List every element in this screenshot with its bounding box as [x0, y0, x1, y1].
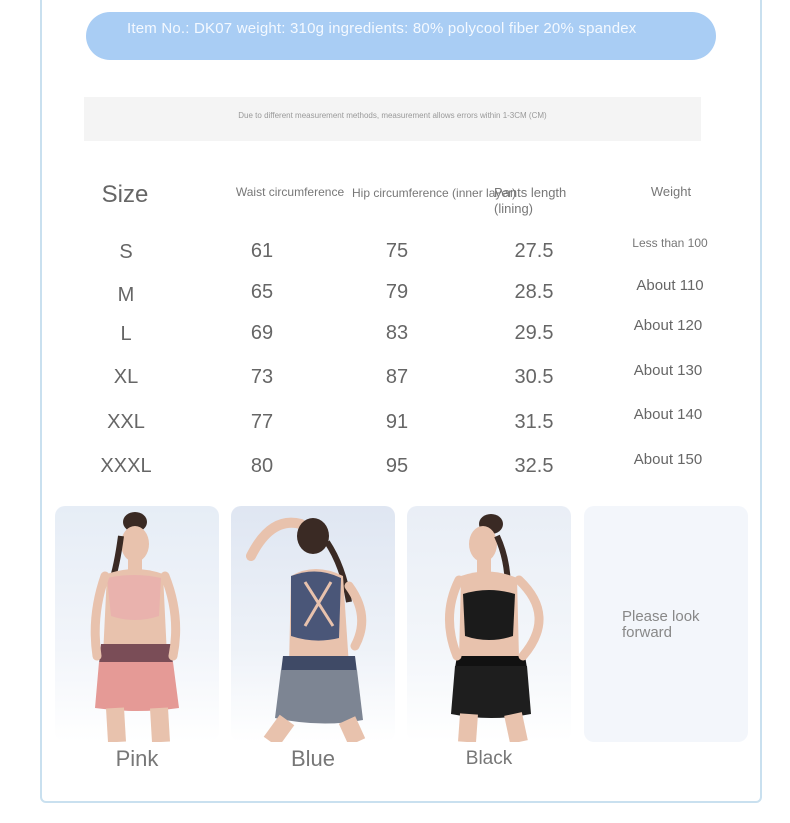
row-weight: About 120 [633, 317, 703, 334]
measurement-note: Due to different measurement methods, measurement allows errors within 1-3CM (CM) [84, 97, 701, 141]
row-waist: 61 [250, 240, 274, 262]
row-weight: About 130 [633, 362, 703, 379]
color-label-blue: Blue [290, 746, 336, 771]
row-length: 28.5 [514, 281, 554, 303]
row-hip: 75 [385, 240, 409, 262]
row-size: XXXL [100, 455, 152, 477]
row-waist: 65 [250, 281, 274, 303]
product-info-banner: Item No.: DK07 weight: 310g ingredients: 80% polycool fiber 20% spandex [86, 12, 716, 60]
row-size: S [119, 241, 133, 263]
row-hip: 95 [385, 455, 409, 477]
model-black-photo [407, 506, 571, 742]
row-length: 32.5 [514, 455, 554, 477]
header-waist: Waist circumference [235, 185, 345, 199]
row-size: XXL [107, 411, 145, 433]
header-length: Pants length (lining) [494, 185, 567, 216]
color-option-black[interactable] [407, 506, 571, 742]
row-weight: About 110 [636, 277, 704, 294]
model-pink-photo [55, 506, 219, 742]
row-length: 29.5 [514, 322, 554, 344]
row-size: XL [113, 366, 139, 388]
row-waist: 73 [250, 366, 274, 388]
row-weight: About 150 [633, 451, 703, 468]
row-waist: 80 [250, 455, 274, 477]
row-hip: 91 [385, 411, 409, 433]
row-waist: 69 [250, 322, 274, 344]
row-length: 31.5 [514, 411, 554, 433]
row-hip: 83 [385, 322, 409, 344]
row-length: 30.5 [514, 366, 554, 388]
row-length: 27.5 [514, 240, 554, 262]
coming-soon-text: Please look forward [622, 608, 700, 641]
color-option-pink[interactable] [55, 506, 219, 742]
row-hip: 79 [385, 281, 409, 303]
row-size: M [117, 284, 135, 306]
model-blue-photo [231, 506, 395, 742]
header-hip: Hip circumference (inner layer) [352, 186, 517, 200]
row-weight: Less than 100 [632, 236, 708, 250]
row-weight: About 140 [633, 406, 703, 423]
color-label-black: Black [465, 748, 513, 769]
row-hip: 87 [385, 366, 409, 388]
header-size: Size [101, 181, 149, 208]
color-option-blue[interactable] [231, 506, 395, 742]
row-size: L [120, 323, 132, 345]
header-weight: Weight [650, 184, 692, 199]
row-waist: 77 [250, 411, 274, 433]
coming-soon-card [584, 506, 748, 742]
color-label-pink: Pink [115, 746, 159, 771]
